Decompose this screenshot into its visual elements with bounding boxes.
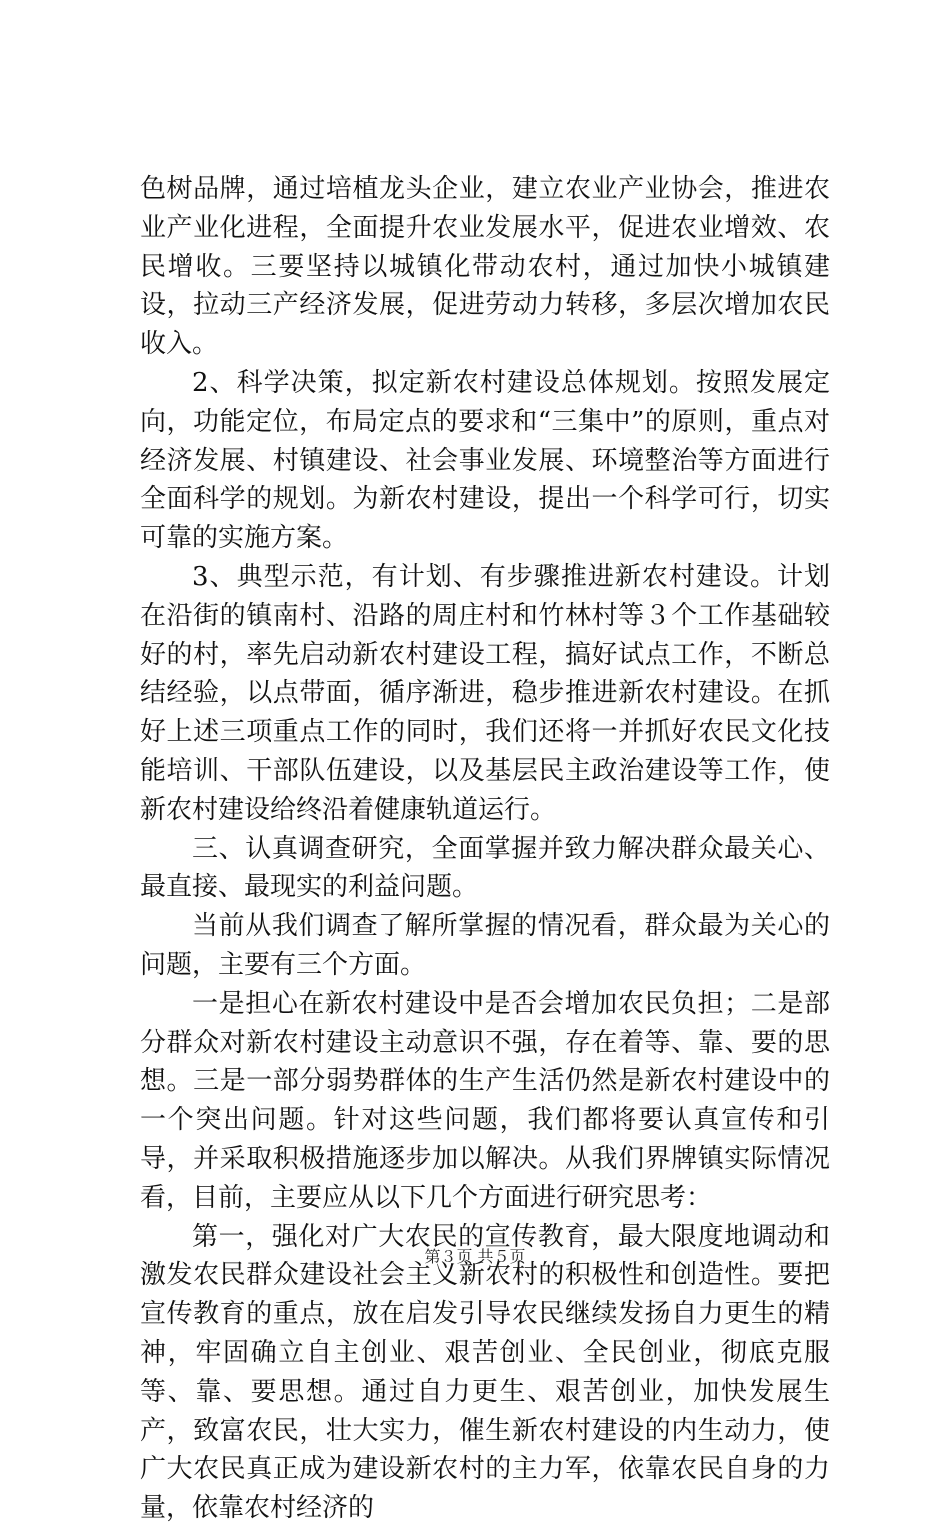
paragraph-1: 色树品牌，通过培植龙头企业，建立农业产业协会，推进农业产业化进程，全面提升农业发展水平，促进农业增效、农民增收。三要坚持以城镇化带动农村，通过加快小城镇建设，拉动三产经济发展，促进劳动力转移，多层次增加农民收入。 — [140, 174, 830, 360]
paragraph-4: 三、认真调查研究，全面掌握并致力解决群众最关心、最直接、最现实的利益问题。 — [140, 833, 830, 903]
body-text — [140, 170, 830, 1528]
paragraph-7: 第一，强化对广大农民的宣传教育，最大限度地调动和激发农民群众建设社会主义新农村的积极性和创造性。要把宣传教育的重点，放在启发引导农民继续发扬自力更生的精神，牢固确立自主创业、艰苦创业、全民创业，彻底克服等、靠、要思想。通过自力更生、艰苦创业，加快发展生产，致富农民，壮大实力，催生新农村建设的内生动力，使广大农民真正成为建设新农村的主力军，依靠农民自身的力量，依靠农村经济的 — [140, 1221, 830, 1524]
paragraph-5: 当前从我们调查了解所掌握的情况看，群众最为关心的问题，主要有三个方面。 — [140, 911, 830, 980]
paragraph-3: 3、典型示范，有计划、有步骤推进新农村建设。计划在沿街的镇南村、沿路的周庄村和竹林村等３个工作基础较好的村，率先启动新农村建设工程，搞好试点工作，不断总结经验，以点带面，循序渐进，稳步推进新农村建设。在抓好上述三项重点工作的同时，我们还将一并抓好农民文化技能培训、干部队伍建设，以及基层民主政治建设等工作，使新农村建设给终沿着健康轨道运行。 — [140, 561, 830, 825]
page-footer: 第３页 共５页 — [424, 1247, 526, 1266]
paragraph-6: 一是担心在新农村建设中是否会增加农民负担；二是部分群众对新农村建设主动意识不强，存在着等、靠、要的思想。三是一部分弱势群体的生产生活仍然是新农村建设中的一个突出问题。针对这些问题，我们都将要认真宣传和引导，并采取积极措施逐步加以解决。从我们界牌镇实际情况看，目前，主要应从以下几个方面进行研究思考： — [140, 988, 830, 1213]
paragraph-2: 2、科学决策，拟定新农村建设总体规划。按照发展定向，功能定位，布局定点的要求和“三集中”的原则，重点对经济发展、村镇建设、社会事业发展、环境整治等方面进行全面科学的规划。为新农村建设，提出一个科学可行，切实可靠的实施方案。 — [140, 367, 830, 554]
